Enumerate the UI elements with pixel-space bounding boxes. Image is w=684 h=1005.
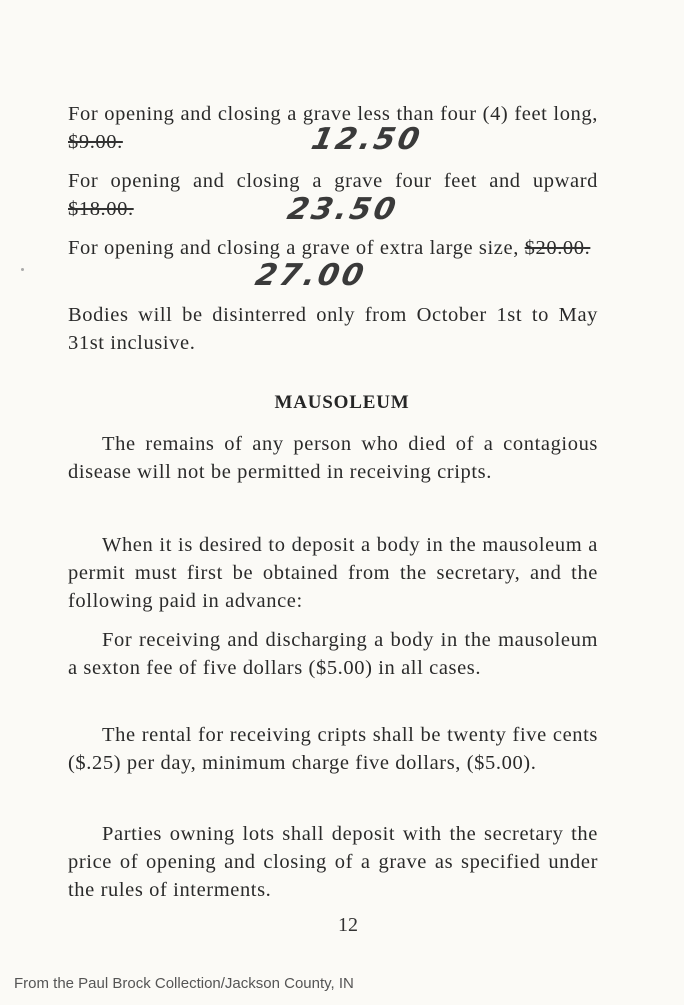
struck-old-price: $18.00.: [68, 198, 134, 220]
paragraph-contagious-disease: The remains of any person who died of a contagious disease will not be permitted in receiving cripts.: [68, 433, 598, 483]
fee-text: For opening and closing a grave four feet and upward: [68, 170, 598, 192]
handwritten-new-price: 12.50: [308, 122, 426, 157]
paragraph-sexton-fee: For receiving and discharging a body in the mausoleum a sexton fee of five dollars ($5.00) in all cases.: [68, 629, 598, 679]
paper-speck: [21, 268, 24, 271]
page-number: 12: [338, 914, 358, 936]
paragraph-lot-owners-deposit: Parties owning lots shall deposit with the secretary the price of opening and closing of a grave as specified under the rules of interments.: [68, 823, 598, 901]
collection-credit: From the Paul Brock Collection/Jackson County, IN: [14, 975, 354, 992]
struck-old-price: $9.00.: [68, 131, 123, 153]
paragraph-permit: When it is desired to deposit a body in the mausoleum a permit must first be obtained from the secretary, and the following paid in advance:: [68, 534, 598, 612]
section-heading-mausoleum: MAUSOLEUM: [274, 392, 410, 413]
disinterment-rule: Bodies will be disinterred only from October 1st to May 31st inclusive.: [68, 304, 598, 354]
struck-old-price: $20.00.: [524, 237, 591, 259]
handwritten-new-price: 27.00: [252, 258, 370, 293]
handwritten-new-price: 23.50: [284, 192, 402, 227]
fee-text: For opening and closing a grave less than four (4) feet long,: [68, 103, 598, 125]
fee-text: For opening and closing a grave of extra large size,: [68, 237, 525, 259]
paragraph-cript-rental: The rental for receiving cripts shall be twenty five cents ($.25) per day, minimum charge five dollars, ($5.00).: [68, 724, 598, 774]
